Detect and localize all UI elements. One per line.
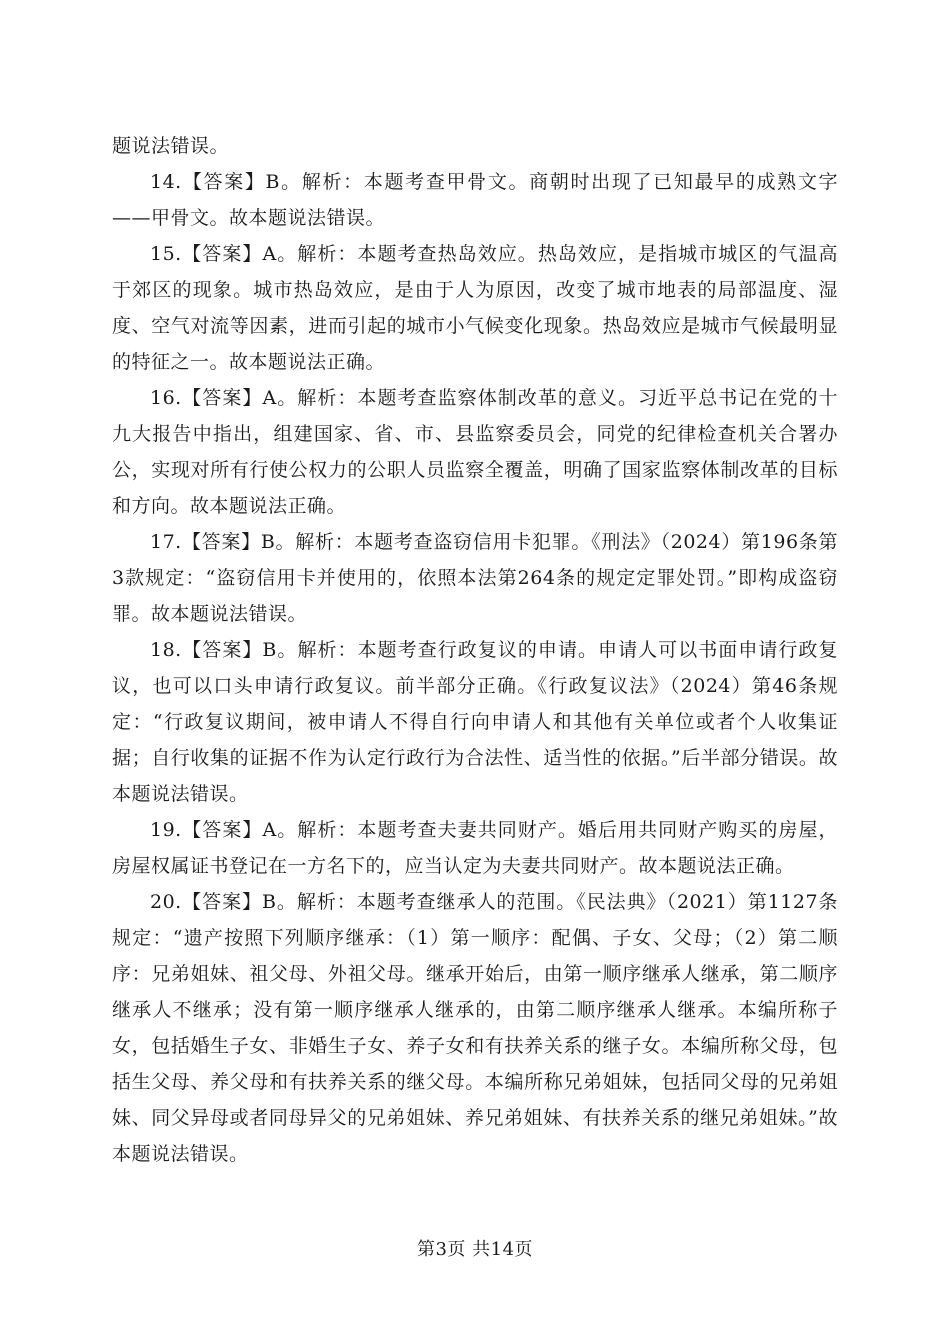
answer-20-paragraph: 20.【答案】B。解析：本题考查继承人的范围。《民法典》（2021）第1127条规定：“遗产按照下列顺序继承：（1）第一顺序：配偶、子女、父母；（2）第二顺序：兄弟姐妹、祖父母、外祖父母。继承开始后，由第一顺序继承人继承，第二顺序继承人不继承；没有第一顺序继承人继承的，由第二顺序继承人继承。本编所称子女，包括婚生子女、非婚生子女、养子女和有扶养关系的继子女。本编所称父母，包括生父母、养父母和有扶养关系的继父母。本编所称兄弟姐妹，包括同父母的兄弟姐妹、同父异母或者同母异父的兄弟姐妹、养兄弟姐妹、有扶养关系的继兄弟姐妹。”故本题说法错误。	[112, 891, 838, 1165]
answer-15-paragraph: 15.【答案】A。解析：本题考查热岛效应。热岛效应，是指城市城区的气温高于郊区的现象。城市热岛效应，是由于人为原因，改变了城市地表的局部温度、湿度、空气对流等因素，进而引起的城市小气候变化现象。热岛效应是城市气候最明显的特征之一。故本题说法正确。	[112, 243, 838, 373]
document-body	[112, 128, 838, 1172]
answer-19-paragraph: 19.【答案】A。解析：本题考查夫妻共同财产。婚后用共同财产购买的房屋，房屋权属证书登记在一方名下的，应当认定为夫妻共同财产。故本题说法正确。	[112, 819, 838, 877]
answer-18-paragraph: 18.【答案】B。解析：本题考查行政复议的申请。申请人可以书面申请行政复议，也可以口头申请行政复议。前半部分正确。《行政复议法》（2024）第46条规定：“行政复议期间，被申请人不得自行向申请人和其他有关单位或者个人收集证据；自行收集的证据不作为认定行政行为合法性、适当性的依据。”后半部分错误。故本题说法错误。	[112, 639, 838, 805]
paragraph-13-continuation: 题说法错误。	[112, 135, 230, 157]
answer-14-paragraph: 14.【答案】B。解析：本题考查甲骨文。商朝时出现了已知最早的成熟文字——甲骨文。故本题说法错误。	[112, 171, 838, 229]
answer-16-paragraph: 16.【答案】A。解析：本题考查监察体制改革的意义。习近平总书记在党的十九大报告中指出，组建国家、省、市、县监察委员会，同党的纪律检查机关合署办公，实现对所有行使公权力的公职人员监察全覆盖，明确了国家监察体制改革的目标和方向。故本题说法正确。	[112, 387, 838, 517]
answer-17-paragraph: 17.【答案】B。解析：本题考查盗窃信用卡犯罪。《刑法》（2024）第196条第3款规定：“盗窃信用卡并使用的，依照本法第264条的规定定罪处罚。”即构成盗窃罪。故本题说法错误。	[112, 531, 838, 625]
page-number-footer: 第3页 共14页	[416, 1239, 534, 1260]
